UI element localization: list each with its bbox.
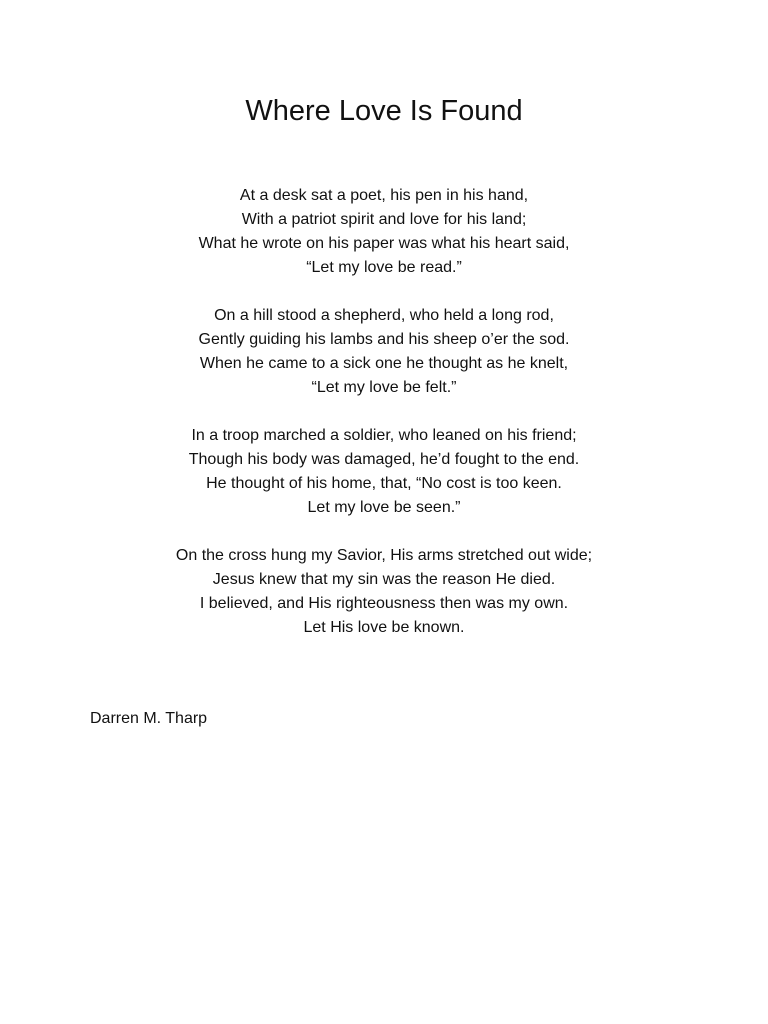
poem-line: Jesus knew that my sin was the reason He died.	[212, 571, 556, 588]
poem-line: When he came to a sick one he thought as he knelt,	[199, 355, 569, 372]
poem-line: At a desk sat a poet, his pen in his hand,	[239, 187, 529, 204]
stanza-4	[0, 544, 768, 640]
poem-line: Though his body was damaged, he’d fought to the end.	[188, 451, 580, 468]
stanza-2	[0, 304, 768, 400]
poem-line: On the cross hung my Savior, His arms stretched out wide;	[175, 547, 593, 564]
poem-line: Let my love be seen.”	[307, 499, 461, 516]
poem-body	[0, 184, 768, 664]
poem-line: On a hill stood a shepherd, who held a long rod,	[214, 307, 554, 324]
poem-line: Gently guiding his lambs and his sheep o’er the sod.	[198, 331, 570, 348]
poem-line: In a troop marched a soldier, who leaned on his friend;	[191, 427, 577, 444]
poem-line: “Let my love be read.”	[306, 259, 462, 276]
poem-line: He thought of his home, that, “No cost is too keen.	[206, 475, 562, 492]
poem-line: What he wrote on his paper was what his heart said,	[198, 235, 570, 252]
poem-line: I believed, and His righteousness then was my own.	[199, 595, 569, 612]
author-name: Darren M. Tharp	[90, 710, 208, 727]
stanza-3	[0, 424, 768, 520]
poem-title: Where Love Is Found	[245, 95, 523, 127]
stanza-1	[0, 184, 768, 280]
poem-line: “Let my love be felt.”	[311, 379, 457, 396]
poem-line: With a patriot spirit and love for his land;	[241, 211, 527, 228]
poem-line: Let His love be known.	[303, 619, 465, 636]
